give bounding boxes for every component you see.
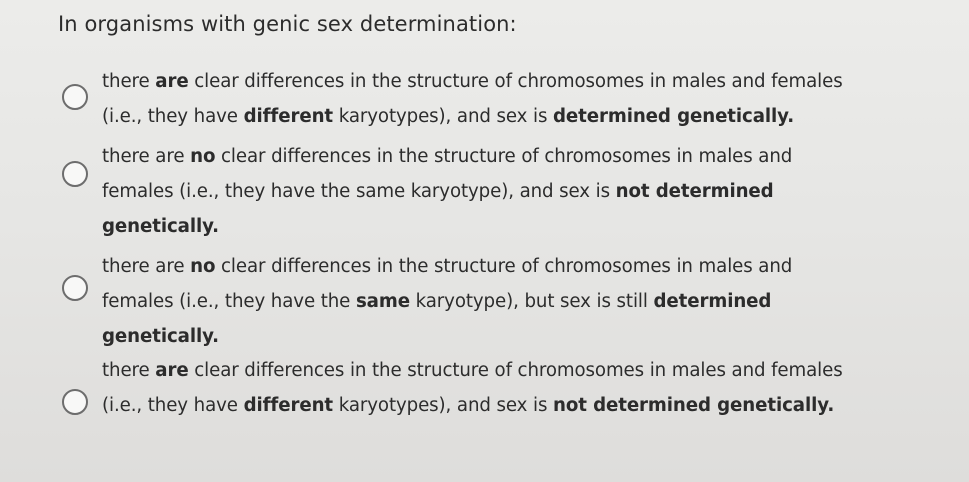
option-2-text xyxy=(102,139,964,244)
text-run: karyotypes), and sex is xyxy=(333,106,553,127)
bold-text-run: determined xyxy=(653,291,772,312)
text-run: there are xyxy=(102,256,191,277)
text-run: clear differences in the structure of chromosomes in males and xyxy=(215,146,793,167)
option-line xyxy=(102,139,964,174)
option-line xyxy=(102,174,964,209)
bold-text-run: genetically. xyxy=(102,326,219,347)
option-line xyxy=(102,99,964,134)
option-4-text xyxy=(102,353,964,423)
text-run: clear differences in the structure of chromosomes in males and xyxy=(215,256,793,277)
question-text: In organisms with genic sex determination: xyxy=(58,12,517,36)
radio-button-icon[interactable] xyxy=(62,161,88,187)
option-line xyxy=(102,388,964,423)
option-line xyxy=(102,284,964,319)
text-run: (i.e., they have xyxy=(102,395,244,416)
text-run: females (i.e., they have the xyxy=(102,291,356,312)
text-run: clear differences in the structure of chromosomes in males and females xyxy=(188,71,843,92)
bold-text-run: are xyxy=(155,71,189,92)
bold-text-run: different xyxy=(243,395,334,416)
radio-button-icon[interactable] xyxy=(62,389,88,415)
text-run: karyotype), but sex is still xyxy=(409,291,654,312)
bold-text-run: same xyxy=(355,291,410,312)
radio-button-icon[interactable] xyxy=(62,275,88,301)
text-run: there xyxy=(102,71,156,92)
option-1-text xyxy=(102,64,964,134)
bold-text-run: determined genetically. xyxy=(553,106,795,127)
text-run: females (i.e., they have the same karyotype), and sex is xyxy=(102,181,616,202)
bold-text-run: not determined genetically. xyxy=(553,395,835,416)
bold-text-run: are xyxy=(155,360,189,381)
bold-text-run: genetically. xyxy=(102,216,219,237)
text-run: (i.e., they have xyxy=(102,106,244,127)
text-run: there are xyxy=(102,146,191,167)
bold-text-run: different xyxy=(243,106,334,127)
option-line xyxy=(102,319,964,354)
bold-text-run: not determined xyxy=(615,181,774,202)
text-run: karyotypes), and sex is xyxy=(333,395,553,416)
bold-text-run: no xyxy=(190,256,216,277)
text-run: there xyxy=(102,360,156,381)
radio-button-icon[interactable] xyxy=(62,84,88,110)
option-line xyxy=(102,209,964,244)
text-run: clear differences in the structure of chromosomes in males and females xyxy=(188,360,843,381)
option-line xyxy=(102,249,964,284)
bold-text-run: no xyxy=(190,146,216,167)
option-3-text xyxy=(102,249,964,354)
option-line xyxy=(102,353,964,388)
option-line xyxy=(102,64,964,99)
